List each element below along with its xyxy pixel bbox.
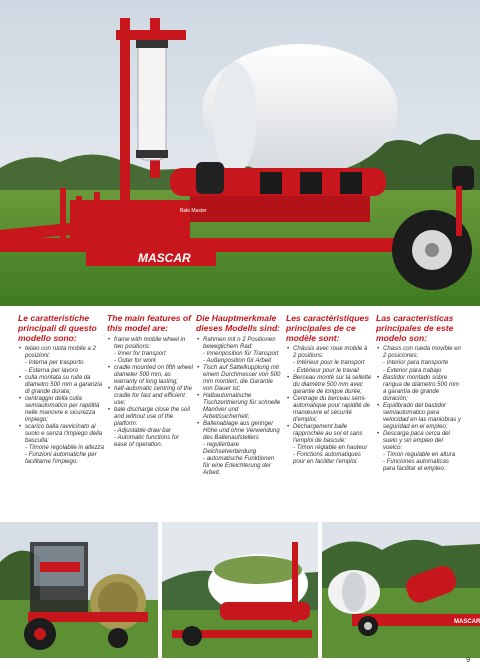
column-spanish <box>376 314 462 473</box>
model-label: Bale Master <box>180 208 207 214</box>
photo-strip <box>0 522 480 658</box>
brand-logo-small: MASCAR <box>454 619 480 625</box>
list-item: • frame with mobile wheel in two positions: - Inner for transport - Outer for work <box>114 337 193 365</box>
list-item: • scarico balla ravvicinato al suolo e senza l'impiego della basculla: - Timone regolabile in altezza - Funzioni automatiche per facilitarne l'impiego. <box>25 424 104 466</box>
list-item: • Descarga paca cerca del suelo y sin empleo del vuelco: - Timon regulable en altura - Funciones automaticas para facilitar el empleo. <box>383 431 462 473</box>
list-item: • telaio con ruota mobile a 2 posizioni: - Interna per trasporto - Esterna per lavoro <box>25 346 104 374</box>
column-heading: Les caractéristiques principales de ce modèle sont: <box>286 313 370 343</box>
page-number: 9 <box>466 657 470 664</box>
column-heading: The main features of this model are: <box>107 313 192 333</box>
list-item: • Centrage du berceau semi-automatique pour rapidité de manœuvre et sécurité d'emploi; <box>293 396 372 424</box>
column-heading: Las características principales de este modelo son: <box>376 313 454 343</box>
list-item: • Chasis con rueda movible en 2 posiciones: - Interior para transporte - Exterior para trabajo <box>383 346 462 374</box>
photo-bale-discharge <box>322 522 480 658</box>
feature-list <box>286 346 372 466</box>
column-heading: Die Hauptmerkmale dieses Modells sind: <box>196 313 281 333</box>
feature-list <box>18 346 104 466</box>
photo-machine-wrapping <box>162 522 318 658</box>
list-item: • Déchargement balle rapprochée au sol et sans l'emploi de bascule: - Timon réglable en hauteur - Fonctions automatiques pour en faciliter l'emploi. <box>293 424 372 466</box>
list-item: • Ballenablage aus geringer Höhe und ohne Verwendung des Ballenaufstellers - regulierbare Deichselverbindung - automatische Funktionen für eine Erleichterung der Arbeit. <box>203 421 282 477</box>
feature-list <box>376 346 462 473</box>
list-item: • bale discharge close the soil and without use of the platform: - Adjustable draw bar - Automatic functions for ease of operation. <box>114 407 193 449</box>
list-item: • culla montata su rulla da diametro 500 mm a garanzia di grande durata; <box>25 375 104 396</box>
column-english <box>107 314 193 449</box>
list-item: • half-automatic centring of the cradle for fast and efficient use; <box>114 386 193 407</box>
list-item: • Halbautomatische Tischzentrierung für schnelle Manöver und Arbeitssicherheit; <box>203 393 282 421</box>
list-item: • Bastidor montado sobre rangua de diámetro 500 mm a garantía de grande duración; <box>383 375 462 403</box>
list-item: • Rahmen mit n 2 Positionen beweglichem Rad: - Innenposition für Transport - Außenposition für Arbeit <box>203 337 282 365</box>
column-french <box>286 314 372 466</box>
photo-tractor-loading <box>0 522 158 658</box>
list-item: • centraggio della culla semiautomatico per rapidità nelle manovre e sicurezza impiego; <box>25 396 104 424</box>
list-item: • Equilibrado del bastidor semiautomatico para velocidad en las maniobras y seguridad en el empleo; <box>383 403 462 431</box>
feature-columns <box>0 314 480 512</box>
hero-photo <box>0 0 480 306</box>
list-item: • cradle mounted on fifth wheel diameter 500 mm, as warranty of long lasting; <box>114 365 193 386</box>
brand-logo: MASCAR <box>138 251 191 265</box>
bale-wrapper-machine-photo <box>0 0 480 306</box>
feature-list <box>196 337 282 478</box>
list-item: • Berceau monté sur la sellette du diamètre 500 mm avec garantie de longue durée; <box>293 375 372 396</box>
column-italian <box>18 314 104 466</box>
column-heading: Le caratteristiche principali di questo modello sono: <box>18 313 97 343</box>
list-item: • Châssis avec roue mobile à 2 positions: - Intérieur pour le transport - Extérieur pour le travail <box>293 346 372 374</box>
list-item: • Tisch auf Sattelkupplung mit einem Durchmesser von 500 mm montiert, die Garantie von Dauer ist; <box>203 365 282 393</box>
feature-list <box>107 337 193 450</box>
column-german <box>196 314 282 478</box>
